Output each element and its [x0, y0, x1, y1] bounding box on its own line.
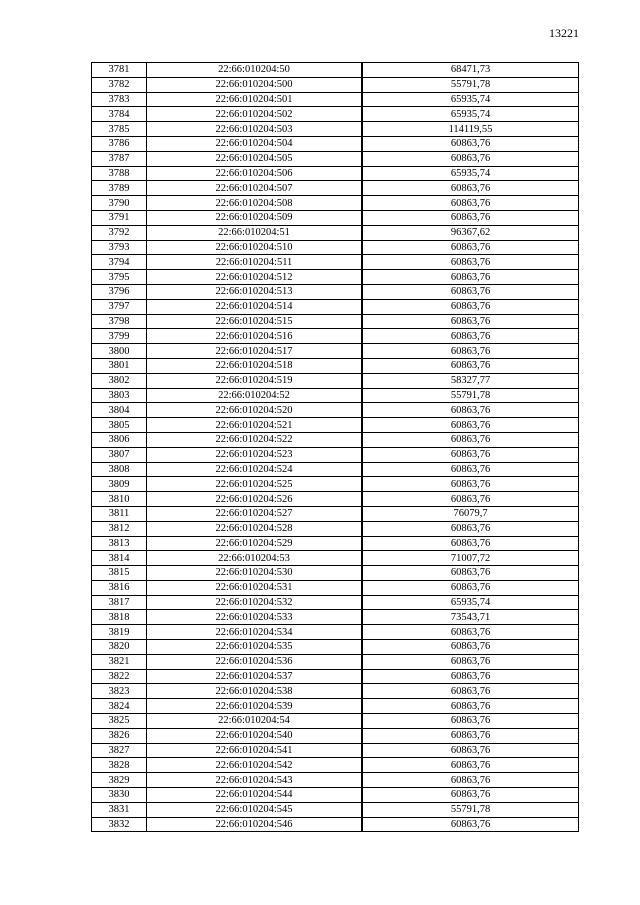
cadastral-number-cell: 22:66:010204:542 — [147, 758, 363, 773]
table-row — [92, 284, 579, 299]
cadastral-number-cell: 22:66:010204:526 — [147, 492, 363, 507]
cadastral-value-cell: 60863,76 — [362, 403, 579, 418]
cadastral-number-cell: 22:66:010204:503 — [147, 122, 363, 137]
table-row — [92, 196, 579, 211]
cadastral-number-cell: 22:66:010204:502 — [147, 107, 363, 122]
row-number-cell: 3793 — [92, 240, 147, 255]
row-number-cell: 3813 — [92, 536, 147, 551]
row-number-cell: 3785 — [92, 122, 147, 137]
cadastral-number-cell: 22:66:010204:521 — [147, 418, 363, 433]
row-number-cell: 3789 — [92, 181, 147, 196]
table-row — [92, 654, 579, 669]
row-number-cell: 3800 — [92, 344, 147, 359]
cadastral-number-cell: 22:66:010204:511 — [147, 255, 363, 270]
cadastral-value-cell: 60863,76 — [362, 743, 579, 758]
row-number-cell: 3811 — [92, 506, 147, 521]
cadastral-number-cell: 22:66:010204:532 — [147, 595, 363, 610]
cadastral-number-cell: 22:66:010204:539 — [147, 699, 363, 714]
table-row — [92, 625, 579, 640]
row-number-cell: 3824 — [92, 699, 147, 714]
row-number-cell: 3796 — [92, 284, 147, 299]
cadastral-number-cell: 22:66:010204:515 — [147, 314, 363, 329]
cadastral-value-cell: 60863,76 — [362, 640, 579, 655]
cadastral-value-cell: 60863,76 — [362, 477, 579, 492]
table-row — [92, 314, 579, 329]
cadastral-number-cell: 22:66:010204:545 — [147, 802, 363, 817]
row-number-cell: 3808 — [92, 462, 147, 477]
table-body — [92, 63, 579, 832]
cadastral-value-cell: 60863,76 — [362, 314, 579, 329]
cadastral-value-cell: 60863,76 — [362, 654, 579, 669]
row-number-cell: 3814 — [92, 551, 147, 566]
row-number-cell: 3804 — [92, 403, 147, 418]
table-row — [92, 107, 579, 122]
row-number-cell: 3797 — [92, 299, 147, 314]
cadastral-number-cell: 22:66:010204:501 — [147, 92, 363, 107]
cadastral-number-cell: 22:66:010204:546 — [147, 817, 363, 832]
table-row — [92, 388, 579, 403]
row-number-cell: 3815 — [92, 566, 147, 581]
row-number-cell: 3826 — [92, 728, 147, 743]
cadastral-value-cell: 60863,76 — [362, 329, 579, 344]
table-row — [92, 77, 579, 92]
cadastral-number-cell: 22:66:010204:512 — [147, 270, 363, 285]
table-row — [92, 477, 579, 492]
cadastral-value-cell: 60863,76 — [362, 270, 579, 285]
row-number-cell: 3827 — [92, 743, 147, 758]
table-row — [92, 788, 579, 803]
cadastral-number-cell: 22:66:010204:508 — [147, 196, 363, 211]
cadastral-number-cell: 22:66:010204:538 — [147, 684, 363, 699]
table-row — [92, 506, 579, 521]
cadastral-value-cell: 60863,76 — [362, 462, 579, 477]
table-row — [92, 773, 579, 788]
table-row — [92, 817, 579, 832]
cadastral-value-cell: 60863,76 — [362, 566, 579, 581]
cadastral-value-cell: 60863,76 — [362, 625, 579, 640]
row-number-cell: 3781 — [92, 63, 147, 78]
row-number-cell: 3786 — [92, 136, 147, 151]
row-number-cell: 3828 — [92, 758, 147, 773]
cadastral-number-cell: 22:66:010204:510 — [147, 240, 363, 255]
table-row — [92, 270, 579, 285]
cadastral-value-cell: 60863,76 — [362, 492, 579, 507]
table-row — [92, 640, 579, 655]
row-number-cell: 3782 — [92, 77, 147, 92]
cadastral-value-cell: 65935,74 — [362, 107, 579, 122]
table-row — [92, 418, 579, 433]
row-number-cell: 3802 — [92, 373, 147, 388]
cadastral-number-cell: 22:66:010204:525 — [147, 477, 363, 492]
cadastral-number-cell: 22:66:010204:537 — [147, 669, 363, 684]
table-row — [92, 802, 579, 817]
row-number-cell: 3819 — [92, 625, 147, 640]
cadastral-number-cell: 22:66:010204:530 — [147, 566, 363, 581]
row-number-cell: 3830 — [92, 788, 147, 803]
cadastral-value-cell: 60863,76 — [362, 788, 579, 803]
row-number-cell: 3783 — [92, 92, 147, 107]
table-row — [92, 699, 579, 714]
table-row — [92, 329, 579, 344]
table-row — [92, 136, 579, 151]
table-row — [92, 92, 579, 107]
cadastral-number-cell: 22:66:010204:509 — [147, 210, 363, 225]
cadastral-value-cell: 60863,76 — [362, 699, 579, 714]
cadastral-value-cell: 60863,76 — [362, 358, 579, 373]
row-number-cell: 3816 — [92, 580, 147, 595]
cadastral-number-cell: 22:66:010204:522 — [147, 432, 363, 447]
table-row — [92, 255, 579, 270]
cadastral-value-cell: 60863,76 — [362, 151, 579, 166]
cadastral-value-cell: 60863,76 — [362, 669, 579, 684]
cadastral-value-cell: 60863,76 — [362, 817, 579, 832]
cadastral-number-cell: 22:66:010204:531 — [147, 580, 363, 595]
table-row — [92, 610, 579, 625]
cadastral-number-cell: 22:66:010204:544 — [147, 788, 363, 803]
cadastral-number-cell: 22:66:010204:514 — [147, 299, 363, 314]
row-number-cell: 3831 — [92, 802, 147, 817]
table-row — [92, 684, 579, 699]
cadastral-value-cell: 55791,78 — [362, 77, 579, 92]
table-row — [92, 225, 579, 240]
cadastral-number-cell: 22:66:010204:520 — [147, 403, 363, 418]
cadastral-number-cell: 22:66:010204:524 — [147, 462, 363, 477]
cadastral-number-cell: 22:66:010204:505 — [147, 151, 363, 166]
table-row — [92, 536, 579, 551]
cadastral-value-cell: 58327,77 — [362, 373, 579, 388]
cadastral-value-cell: 60863,76 — [362, 684, 579, 699]
row-number-cell: 3821 — [92, 654, 147, 669]
cadastral-value-cell: 114119,55 — [362, 122, 579, 137]
row-number-cell: 3812 — [92, 521, 147, 536]
cadastral-number-cell: 22:66:010204:527 — [147, 506, 363, 521]
cadastral-number-cell: 22:66:010204:54 — [147, 714, 363, 729]
cadastral-value-cell: 60863,76 — [362, 728, 579, 743]
page-number: 13221 — [549, 26, 579, 40]
table-row — [92, 462, 579, 477]
cadastral-number-cell: 22:66:010204:543 — [147, 773, 363, 788]
row-number-cell: 3807 — [92, 447, 147, 462]
row-number-cell: 3803 — [92, 388, 147, 403]
row-number-cell: 3788 — [92, 166, 147, 181]
cadastral-number-cell: 22:66:010204:528 — [147, 521, 363, 536]
table-row — [92, 492, 579, 507]
table-row — [92, 63, 579, 78]
table-row — [92, 728, 579, 743]
cadastral-number-cell: 22:66:010204:536 — [147, 654, 363, 669]
row-number-cell: 3801 — [92, 358, 147, 373]
row-number-cell: 3794 — [92, 255, 147, 270]
cadastral-value-cell: 60863,76 — [362, 714, 579, 729]
table-row — [92, 151, 579, 166]
cadastral-value-cell: 60863,76 — [362, 580, 579, 595]
row-number-cell: 3792 — [92, 225, 147, 240]
row-number-cell: 3790 — [92, 196, 147, 211]
cadastral-number-cell: 22:66:010204:533 — [147, 610, 363, 625]
row-number-cell: 3832 — [92, 817, 147, 832]
cadastral-value-cell: 60863,76 — [362, 255, 579, 270]
cadastral-value-cell: 96367,62 — [362, 225, 579, 240]
cadastral-number-cell: 22:66:010204:506 — [147, 166, 363, 181]
cadastral-value-cell: 60863,76 — [362, 299, 579, 314]
row-number-cell: 3805 — [92, 418, 147, 433]
cadastral-value-cell: 60863,76 — [362, 240, 579, 255]
cadastral-value-cell: 60863,76 — [362, 536, 579, 551]
cadastral-value-cell: 68471,73 — [362, 63, 579, 78]
cadastral-value-cell: 60863,76 — [362, 418, 579, 433]
row-number-cell: 3823 — [92, 684, 147, 699]
table-row — [92, 299, 579, 314]
cadastral-value-cell: 71007,72 — [362, 551, 579, 566]
table-row — [92, 210, 579, 225]
cadastral-number-cell: 22:66:010204:535 — [147, 640, 363, 655]
cadastral-number-cell: 22:66:010204:529 — [147, 536, 363, 551]
table-row — [92, 447, 579, 462]
cadastral-number-cell: 22:66:010204:507 — [147, 181, 363, 196]
row-number-cell: 3817 — [92, 595, 147, 610]
table-row — [92, 240, 579, 255]
table-row — [92, 566, 579, 581]
cadastral-value-cell: 60863,76 — [362, 210, 579, 225]
row-number-cell: 3820 — [92, 640, 147, 655]
table-row — [92, 521, 579, 536]
cadastral-value-cell: 65935,74 — [362, 92, 579, 107]
cadastral-value-cell: 60863,76 — [362, 284, 579, 299]
cadastral-value-cell: 60863,76 — [362, 773, 579, 788]
table-row — [92, 714, 579, 729]
cadastral-value-cell: 60863,76 — [362, 521, 579, 536]
table-row — [92, 580, 579, 595]
cadastral-number-cell: 22:66:010204:50 — [147, 63, 363, 78]
cadastral-number-cell: 22:66:010204:500 — [147, 77, 363, 92]
cadastral-value-cell: 60863,76 — [362, 344, 579, 359]
cadastral-number-cell: 22:66:010204:541 — [147, 743, 363, 758]
cadastral-value-cell: 55791,78 — [362, 802, 579, 817]
row-number-cell: 3791 — [92, 210, 147, 225]
row-number-cell: 3798 — [92, 314, 147, 329]
cadastral-value-cell: 65935,74 — [362, 166, 579, 181]
cadastral-number-cell: 22:66:010204:52 — [147, 388, 363, 403]
row-number-cell: 3810 — [92, 492, 147, 507]
table-row — [92, 595, 579, 610]
row-number-cell: 3809 — [92, 477, 147, 492]
cadastral-number-cell: 22:66:010204:516 — [147, 329, 363, 344]
cadastral-value-cell: 60863,76 — [362, 432, 579, 447]
row-number-cell: 3799 — [92, 329, 147, 344]
table-row — [92, 166, 579, 181]
table-row — [92, 743, 579, 758]
cadastral-value-cell: 60863,76 — [362, 181, 579, 196]
table-row — [92, 122, 579, 137]
table-row — [92, 403, 579, 418]
row-number-cell: 3822 — [92, 669, 147, 684]
table-row — [92, 758, 579, 773]
cadastral-value-cell: 60863,76 — [362, 136, 579, 151]
cadastral-value-cell: 76079,7 — [362, 506, 579, 521]
row-number-cell: 3795 — [92, 270, 147, 285]
cadastral-value-cell: 60863,76 — [362, 758, 579, 773]
table-row — [92, 432, 579, 447]
cadastral-number-cell: 22:66:010204:519 — [147, 373, 363, 388]
cadastral-number-cell: 22:66:010204:534 — [147, 625, 363, 640]
table-row — [92, 373, 579, 388]
row-number-cell: 3825 — [92, 714, 147, 729]
table-row — [92, 669, 579, 684]
cadastral-number-cell: 22:66:010204:517 — [147, 344, 363, 359]
row-number-cell: 3787 — [92, 151, 147, 166]
table-row — [92, 344, 579, 359]
cadastral-number-cell: 22:66:010204:504 — [147, 136, 363, 151]
cadastral-value-cell: 65935,74 — [362, 595, 579, 610]
cadastral-value-cell: 73543,71 — [362, 610, 579, 625]
cadastral-number-cell: 22:66:010204:540 — [147, 728, 363, 743]
table-row — [92, 181, 579, 196]
row-number-cell: 3829 — [92, 773, 147, 788]
row-number-cell: 3806 — [92, 432, 147, 447]
cadastral-number-cell: 22:66:010204:51 — [147, 225, 363, 240]
cadastral-number-cell: 22:66:010204:53 — [147, 551, 363, 566]
cadastral-number-cell: 22:66:010204:513 — [147, 284, 363, 299]
cadastral-value-cell: 60863,76 — [362, 447, 579, 462]
row-number-cell: 3818 — [92, 610, 147, 625]
row-number-cell: 3784 — [92, 107, 147, 122]
cadastral-value-cell: 60863,76 — [362, 196, 579, 211]
cadastral-value-table — [91, 62, 579, 832]
cadastral-number-cell: 22:66:010204:518 — [147, 358, 363, 373]
table-row — [92, 551, 579, 566]
cadastral-number-cell: 22:66:010204:523 — [147, 447, 363, 462]
cadastral-value-cell: 55791,78 — [362, 388, 579, 403]
table-row — [92, 358, 579, 373]
